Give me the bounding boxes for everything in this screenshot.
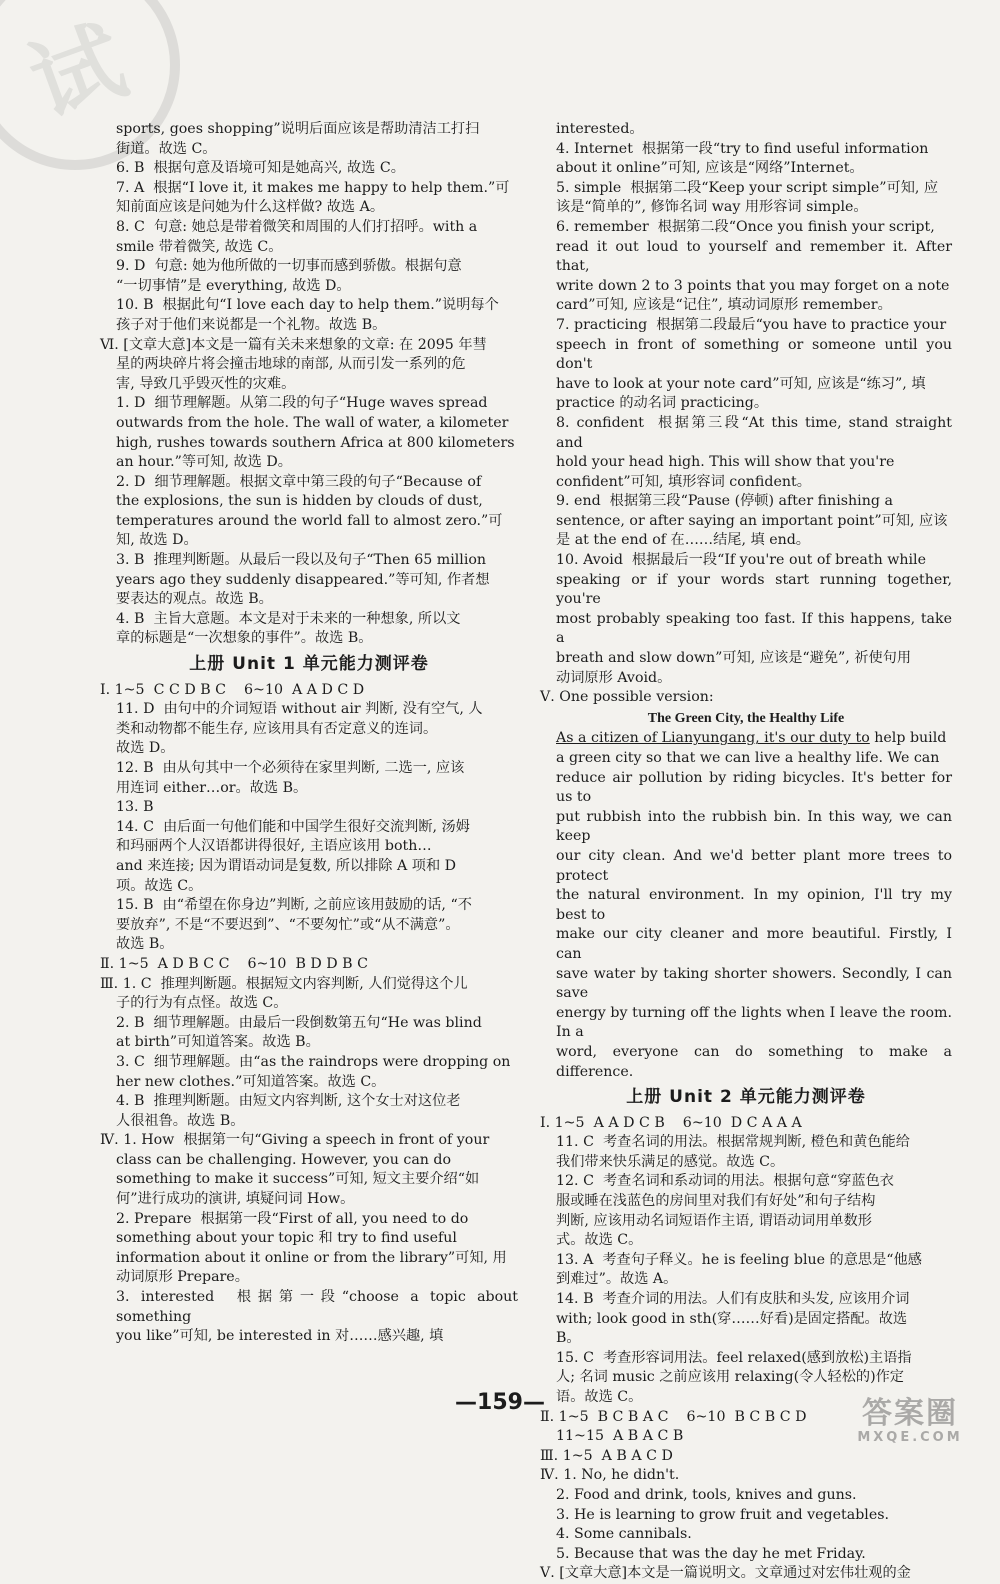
text-line: 4. B 推理判断题。由短文内容判断, 这个女士对这位老 [116, 1093, 461, 1110]
text-line: 星的两块碎片将会撞击地球的南部, 从而引发一系列的危 [116, 356, 466, 373]
section-heading: 上册 Unit 2 单元能力测评卷 [626, 1087, 866, 1108]
text-line: 4. B 主旨大意题。本文是对于未来的一种想象, 所以文 [116, 610, 461, 627]
text-line: 12. C 考查名词和系动词的用法。根据句意“穿蓝色衣 [556, 1173, 894, 1190]
page-number: —159— [455, 1390, 545, 1415]
text-line: 和玛丽两个人汉语都讲得很好, 主语应该用 both… [116, 838, 432, 855]
underlined-phrase: As a citizen of Lianyungang, it's our duty to [556, 730, 870, 747]
text-line: high, rushes towards southern Africa at 800 kilometers [116, 434, 515, 451]
text-line: hold your head high. This will show that you're [556, 454, 895, 471]
text-line: our city clean. And we'd better plant more trees to protect [556, 847, 957, 884]
text-line: As a citizen of Lianyungang, it's our duty to help build [556, 730, 947, 747]
text-line: 服或睡在浅蓝色的房间里对我们有好处”和句子结构 [556, 1193, 876, 1210]
text-line: 10. B 根据此句“I love each day to help them.”说明每个 [116, 297, 499, 314]
text-line: interested。 [556, 121, 644, 137]
text-line: 2. Food and drink, tools, knives and guns. [556, 1486, 857, 1503]
text-line: 4. Internet 根据第一段“try to find useful information [556, 140, 929, 157]
text-line: card”可知, 应该是“记住”, 填动词原形 remember。 [556, 297, 892, 314]
text-line: 5. Because that was the day he met Friday. [556, 1545, 866, 1562]
text-line: Ⅲ. 1~5 A B A C D [540, 1447, 673, 1464]
text-line: about it online”可知, 应该是“网络”Internet。 [556, 160, 864, 177]
text-line: 3. B 推理判断题。从最后一段以及句子“Then 65 million [116, 552, 487, 569]
text-line: something to make it success”可知, 短文主要介绍“如 [116, 1171, 480, 1188]
text-line: 我们带来快乐满足的感觉。故选 C。 [556, 1153, 785, 1170]
watermark-top-text: 答案圈 [862, 1396, 958, 1431]
text-line: 判断, 应该用动名词短语作主语, 谓语动词用单数形 [556, 1212, 872, 1229]
text-line: 3. interested 根据第一段“choose a topic about something [116, 1289, 523, 1325]
text-line: 5. simple 根据第二段“Keep your script simple”可知, 应 [556, 179, 939, 196]
text-line: 害, 导致几乎毁灭性的灾难。 [116, 375, 296, 392]
text-line: 8. C 句意: 她总是带着微笑和周围的人们打招呼。with a [116, 218, 478, 235]
text-line: save water by taking shorter showers. Secondly, I can save [556, 965, 957, 1002]
text-line: 7. A 根据“I love it, it makes me happy to help them.”可 [116, 179, 510, 196]
text-line: information about it online or from the library”可知, 用 [116, 1249, 507, 1266]
text-line: with; look good in sth(穿……好看)是固定搭配。故选 [556, 1310, 908, 1327]
text-line: the natural environment. In my opinion, I'll try my best to [556, 887, 957, 923]
text-line: Ⅰ. 1~5 C C D B C 6~10 A A D C D [100, 681, 365, 698]
text-line: 子的行为有点怪。故选 C。 [116, 995, 288, 1012]
text-line: 语。故选 C。 [556, 1389, 643, 1405]
text-line: put rubbish into the rubbish bin. In this way, we can keep [556, 808, 957, 845]
text-line: 2. D 细节理解题。根据文章中第三段的句子“Because of [116, 473, 482, 490]
text-line: outwards from the hole. The wall of water, a kilometer [116, 414, 509, 431]
text-line: 人很祖鲁。故选 B。 [116, 1112, 245, 1129]
text-line: 9. D 句意: 她为他所做的一切事而感到骄傲。根据句意 [116, 258, 462, 275]
text-line: 2. B 细节理解题。由最后一段倒数第五句“He was blind [116, 1014, 482, 1031]
text-line: the explosions, the sun is hidden by clouds of dust, [116, 493, 483, 510]
text-line: 12. B 由从句其中一个必须待在家里判断, 二选一, 应该 [116, 760, 465, 776]
essay-title: The Green City, the Healthy Life [647, 710, 845, 726]
text-line: write down 2 to 3 points that you may forget on a note [556, 277, 950, 294]
text-line: temperatures around the world fall to almost zero.”可 [116, 512, 503, 529]
text-line: 14. B 考查介词的用法。人们有皮肤和头发, 应该用介词 [556, 1291, 910, 1308]
text-line: Ⅵ. [文章大意]本文是一篇有关未来想象的文章: 在 2095 年彗 [100, 336, 487, 353]
text-line: have to look at your note card”可知, 应该是“练习”, 填 [556, 375, 926, 392]
text-line: Ⅴ. One possible version: [540, 689, 714, 706]
text-line: years ago they suddenly disappeared.”等可知, 作者想 [116, 571, 490, 588]
text-line: 故选 D。 [116, 740, 175, 757]
text-line: energy by turning off the lights when I leave the room. In a [556, 1004, 957, 1041]
text-line: something about your topic 和 try to find useful [116, 1230, 457, 1247]
text-line: at birth”可知道答案。故选 B。 [116, 1034, 320, 1051]
text-line: 6. B 根据句意及语境可知是她高兴, 故选 C。 [116, 160, 405, 177]
text-line: 是 at the end of 在……结尾, 填 end。 [556, 532, 810, 549]
text-line: Ⅲ. 1. C 推理判断题。根据短文内容判断, 人们觉得这个儿 [100, 975, 468, 992]
text-line: practice 的动名词 practicing。 [556, 395, 769, 412]
text-line: 项。故选 C。 [116, 877, 203, 894]
text-line: 10. Avoid 根据最后一段“If you're out of breath while [556, 552, 926, 569]
text-line: 11. D 由句中的介词短语 without air 判断, 没有空气, 人 [116, 701, 483, 718]
text-line: 15. C 考查形容词用法。feel relaxed(感到放松)主语指 [556, 1349, 912, 1366]
text-line: smile 带着微笑, 故选 C。 [116, 238, 283, 255]
decorative-stamp: 试 [0, 0, 180, 170]
text-line: and 来连接; 因为谓语动词是复数, 所以排除 A 项和 D [116, 857, 457, 874]
text-line: 人; 名词 music 之前应该用 relaxing(令人轻松的)作定 [556, 1369, 904, 1386]
text-line: B。 [556, 1330, 581, 1347]
text-line: 13. A 考查句子释义。he is feeling blue 的意思是“他感 [556, 1251, 922, 1268]
text-line: 2. Prepare 根据第一段“First of all, you need to do [116, 1210, 469, 1227]
text-line: “一切事情”是 everything, 故选 D。 [116, 277, 351, 294]
text-line: 何”进行成功的演讲, 填疑问词 How。 [116, 1191, 355, 1208]
text-line: 8. confident 根据第三段“At this time, stand straight and [556, 414, 957, 451]
watermark-bottom-text: MXQE.COM [857, 1430, 963, 1445]
site-watermark-logo [835, 1398, 985, 1448]
text-line: Ⅳ. 1. How 根据第一句“Giving a speech in front of your [100, 1132, 490, 1149]
text-line: 15. B 由“希望在你身边”判断, 之前应该用鼓励的话, “不 [116, 897, 472, 914]
text-line: 要表达的观点。故选 B。 [116, 591, 273, 608]
text-line: speaking or if your words start running together, you're [556, 571, 957, 608]
text-line: 式。故选 C。 [556, 1232, 643, 1249]
right-column [540, 120, 957, 1584]
text-line: most probably speaking too fast. If this happens, take a [556, 610, 957, 647]
text-line: breath and slow down”可知, 应该是“避免”, 祈使句用 [556, 650, 912, 667]
text-line: Ⅴ. [文章大意]本文是一篇说明文。文章通过对宏伟壮观的金 [540, 1565, 911, 1582]
text-line: 到难过”。故选 A。 [556, 1271, 678, 1288]
text-line: make our city cleaner and more beautiful. Firstly, I can [556, 926, 957, 962]
text-line: an hour.”等可知, 故选 D。 [116, 454, 292, 471]
text-line: 街道。故选 C。 [116, 140, 217, 157]
text-line: 章的标题是“一次想象的事件”。故选 B。 [116, 630, 373, 647]
text-line: 9. end 根据第三段“Pause (停顿) after finishing a [556, 493, 893, 510]
text-line: 知前面应该是问她为什么这样做? 故选 A。 [116, 199, 385, 216]
text-line: 类和动物都不能生存, 应该用具有否定意义的连词。 [116, 720, 438, 737]
text-line: 该是“简单的”, 修饰名词 way 用形容词 simple。 [556, 199, 868, 216]
text-line: 动词原形 Avoid。 [556, 669, 672, 686]
text-line: 4. Some cannibals. [556, 1526, 692, 1543]
text-line: speech in front of something or someone until you don't [556, 336, 957, 373]
text-line: you like”可知, be interested in 对……感兴趣, 填 [116, 1328, 444, 1345]
text-line: Ⅰ. 1~5 A A D C B 6~10 D C A A A [540, 1114, 802, 1131]
text-line: 3. He is learning to grow fruit and vegetables. [556, 1506, 890, 1523]
left-column [100, 120, 523, 1347]
text-line: word, everyone can do something to make a difference. [556, 1043, 957, 1080]
text-line: a green city so that we can live a healthy life. We can [556, 750, 940, 766]
text-line: reduce air pollution by riding bicycles. It's better for us to [556, 769, 957, 806]
text-line: 11~15 A B A C B [556, 1428, 684, 1445]
text-line: 7. practicing 根据第二段最后“you have to practice your [556, 316, 947, 333]
text-line: 1. D 细节理解题。从第二段的句子“Huge waves spread [116, 395, 488, 412]
text-line: Ⅳ. 1. No, he didn't. [540, 1467, 680, 1484]
text-line: 13. B [116, 799, 154, 816]
text-line: 用连词 either…or。故选 B。 [116, 779, 308, 796]
text-line: confident”可知, 填形容词 confident。 [556, 473, 811, 490]
text-line: her new clothes.”可知道答案。故选 C。 [116, 1073, 386, 1090]
text-line: 动词原形 Prepare。 [116, 1269, 249, 1286]
text-line: 知, 故选 D。 [116, 532, 198, 549]
text-line: class can be challenging. However, you can do [116, 1151, 452, 1168]
text-line: sports, goes shopping”说明后面应该是帮助清洁工打扫 [116, 121, 480, 137]
text-line: 14. C 由后面一句他们能和中国学生很好交流判断, 汤姆 [116, 818, 470, 835]
section-heading: 上册 Unit 1 单元能力测评卷 [189, 654, 429, 675]
text-line: 故选 B。 [116, 936, 174, 953]
text-line: Ⅱ. 1~5 A D B C C 6~10 B D D B C [100, 955, 368, 972]
text-line: 6. remember 根据第二段“Once you finish your script, [556, 218, 935, 235]
text-line: 要放弃”, 不是“不要迟到”、“不要匆忙”或“从不满意”。 [116, 916, 460, 933]
text-line: 11. C 考查名词的用法。根据常规判断, 橙色和黄色能给 [556, 1134, 910, 1151]
text-line: 孩子对于他们来说都是一个礼物。故选 B。 [116, 316, 387, 333]
text-line: read it out loud to yourself and remember it. After that, [556, 238, 957, 275]
text-line: sentence, or after saying an important point”可知, 应该 [556, 512, 948, 529]
text-line: Ⅱ. 1~5 B C B A C 6~10 B C B C D [540, 1408, 807, 1425]
text-line: 3. C 细节理解题。由“as the raindrops were dropping on [116, 1053, 511, 1070]
